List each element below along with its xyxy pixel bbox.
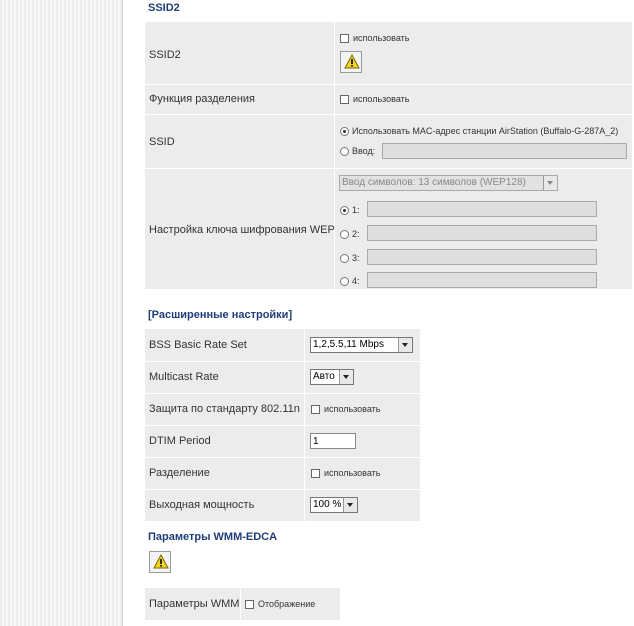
ssid-input-option bbox=[340, 145, 375, 157]
chevron-down-icon bbox=[398, 338, 412, 352]
row-wep-key bbox=[145, 168, 632, 289]
label-wep-key: Настройка ключа шифрования WEP bbox=[149, 224, 335, 236]
wmm-panel bbox=[145, 588, 340, 620]
row-multicast-rate bbox=[145, 361, 420, 394]
column-divider bbox=[240, 588, 241, 620]
ssid-input-radio[interactable] bbox=[340, 147, 349, 156]
wep-type-value: Ввод символов: 13 символов (WEP128) bbox=[342, 177, 526, 188]
ssid-mac-radio[interactable] bbox=[340, 127, 349, 136]
wep-key1-option bbox=[340, 204, 360, 216]
label-bss-basic-rate: BSS Basic Rate Set bbox=[149, 339, 247, 351]
row-ssid bbox=[145, 114, 632, 169]
multicast-rate-value: Авто bbox=[313, 371, 335, 382]
label-separation-function: Функция разделения bbox=[149, 93, 256, 105]
separation2-use-checkbox[interactable] bbox=[311, 469, 320, 478]
wep-key4-label: 4: bbox=[352, 276, 360, 286]
wmm-display-option bbox=[245, 598, 315, 610]
ssid2-use-checkbox[interactable] bbox=[340, 34, 349, 43]
left-sidebar bbox=[0, 0, 122, 626]
row-ssid2 bbox=[145, 22, 632, 85]
ssid-text-input[interactable] bbox=[382, 143, 627, 159]
wep-key2-radio[interactable] bbox=[340, 230, 349, 239]
output-power-select[interactable] bbox=[310, 497, 358, 513]
warning-icon bbox=[344, 54, 360, 70]
wep-key4-option bbox=[340, 275, 360, 287]
wmm-display-checkbox[interactable] bbox=[245, 600, 254, 609]
row-protection-80211n bbox=[145, 393, 420, 426]
ssid-mac-label: Использовать MAC-адрес станции AirStation (Buffalo-G-287A_2) bbox=[352, 126, 619, 136]
separation2-use-label: использовать bbox=[324, 468, 381, 478]
label-dtim-period: DTIM Period bbox=[149, 435, 211, 447]
chevron-down-icon bbox=[339, 370, 353, 384]
ssid2-section-title: SSID2 bbox=[148, 2, 180, 14]
wep-key3-option bbox=[340, 252, 360, 264]
label-protection-80211n: Защита по стандарту 802.11n bbox=[149, 403, 300, 415]
chevron-down-icon bbox=[343, 498, 357, 512]
label-separation: Разделение bbox=[149, 467, 210, 479]
wmm-display-label: Отображение bbox=[258, 599, 316, 609]
label-ssid2: SSID2 bbox=[149, 49, 181, 61]
wep-type-select[interactable] bbox=[339, 175, 558, 191]
label-wmm-params: Параметры WMM bbox=[149, 598, 240, 610]
wep-key1-radio[interactable] bbox=[340, 206, 349, 215]
label-multicast-rate: Multicast Rate bbox=[149, 371, 219, 383]
label-ssid: SSID bbox=[149, 136, 175, 148]
ssid2-use-label: использовать bbox=[353, 33, 410, 43]
row-separation bbox=[145, 457, 420, 490]
warning-icon bbox=[153, 554, 169, 570]
advanced-panel bbox=[145, 329, 420, 521]
main-content bbox=[123, 0, 634, 626]
separation-use-checkbox[interactable] bbox=[340, 95, 349, 104]
wep-key4-input[interactable] bbox=[367, 272, 597, 288]
wep-key3-input[interactable] bbox=[367, 249, 597, 265]
protection-use-checkbox[interactable] bbox=[311, 405, 320, 414]
separation2-use-option bbox=[311, 467, 380, 479]
wep-key2-option bbox=[340, 228, 360, 240]
wmm-section-title: Параметры WMM-EDCA bbox=[148, 531, 278, 543]
protection-use-option bbox=[311, 403, 380, 415]
ssid2-panel bbox=[145, 22, 632, 289]
ssid-mac-option bbox=[340, 125, 618, 137]
separation-use-label: использовать bbox=[353, 94, 410, 104]
wep-key4-radio[interactable] bbox=[340, 277, 349, 286]
row-dtim-period bbox=[145, 425, 420, 458]
wep-key3-radio[interactable] bbox=[340, 254, 349, 263]
multicast-rate-select[interactable] bbox=[310, 369, 354, 385]
ssid-input-label: Ввод: bbox=[352, 146, 376, 156]
protection-use-label: использовать bbox=[324, 404, 381, 414]
row-output-power bbox=[145, 489, 420, 521]
wep-key2-input[interactable] bbox=[367, 225, 597, 241]
bss-rate-select[interactable] bbox=[310, 337, 413, 353]
output-power-value: 100 % bbox=[313, 499, 342, 510]
wmm-warning-button[interactable] bbox=[149, 551, 171, 573]
row-bss-basic-rate bbox=[145, 329, 420, 362]
advanced-section-title: [Расширенные настройки] bbox=[148, 309, 293, 321]
dtim-period-input[interactable] bbox=[310, 433, 356, 449]
ssid2-warning-button[interactable] bbox=[340, 51, 362, 73]
row-separation-function bbox=[145, 84, 632, 115]
wep-key3-label: 3: bbox=[352, 253, 360, 263]
wep-key1-label: 1: bbox=[352, 205, 360, 215]
wep-key2-label: 2: bbox=[352, 229, 360, 239]
wep-key1-input[interactable] bbox=[367, 201, 597, 217]
chevron-down-icon bbox=[543, 176, 557, 190]
bss-rate-value: 1,2,5.5,11 Mbps bbox=[313, 339, 384, 350]
ssid2-use-option bbox=[340, 32, 409, 44]
label-output-power: Выходная мощность bbox=[149, 499, 255, 511]
separation-use-option bbox=[340, 93, 409, 105]
